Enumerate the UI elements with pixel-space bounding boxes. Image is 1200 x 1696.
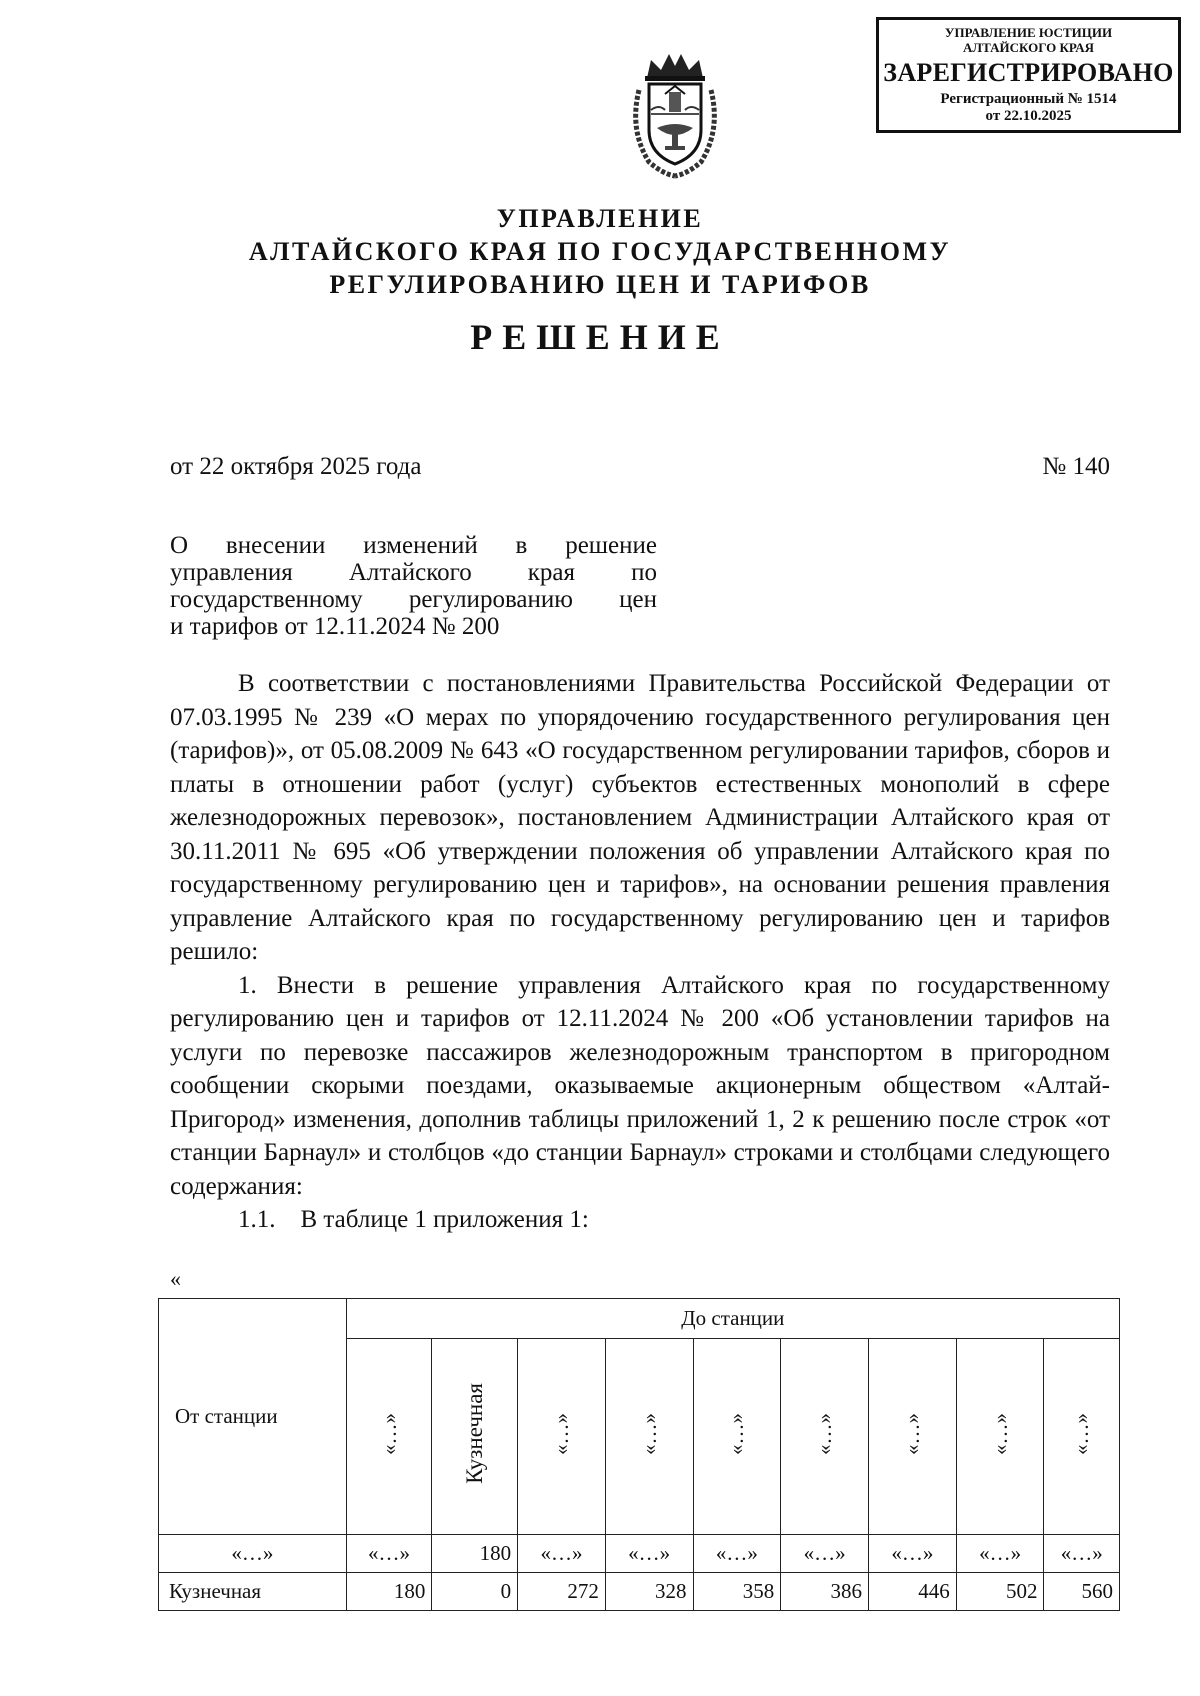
table-cell: 446 [869, 1573, 957, 1611]
table-cell: Кузнечная [159, 1573, 347, 1611]
column-header: «…» [693, 1339, 781, 1535]
registration-stamp [876, 17, 1181, 133]
column-header: «…» [518, 1339, 606, 1535]
to-station-header: До станции [346, 1299, 1119, 1339]
document-date: от 22 октября 2025 года [170, 453, 422, 480]
org-line-1: УПРАВЛЕНИЕ [496, 204, 704, 233]
stamp-reg-number: Регистрационный № 1514 [940, 90, 1117, 107]
subject-line: О внесении изменений в решение [170, 532, 657, 559]
org-line-3: РЕГУЛИРОВАНИЮ ЦЕН И ТАРИФОВ [329, 270, 871, 299]
table-cell: 386 [781, 1573, 869, 1611]
paragraph-preamble: В соответствии с постановлениями Правительства Российской Федерации от 07.03.1995 № 239 «О мерах по упорядочению государственного регулирования цен (тарифов)», от 05.08.2009 № 643 «О государственном регулировании тарифов, сборов и платы в отношении работ (услуг) субъектов естественных монополий в сфере железнодорожных перевозок», постановлением Администрации Алтайского края от 30.11.2011 № 695 «Об утверждении положения об управлении Алтайского края по государственному регулированию цен и тарифов», на основании решения правления управление Алтайского края по государственному регулированию цен и тарифов решило: [170, 670, 1110, 965]
column-header: «…» [869, 1339, 957, 1535]
paragraph-item-1-1: 1.1. В таблице 1 приложения 1: [238, 1206, 589, 1233]
table-cell: «…» [1044, 1535, 1120, 1573]
table-row [159, 1535, 1120, 1573]
subject-line: управления Алтайского края по [170, 559, 657, 586]
table-cell: 0 [432, 1573, 518, 1611]
document-subject [170, 532, 657, 640]
coat-of-arms-icon [625, 50, 725, 180]
column-header: «…» [1044, 1339, 1120, 1535]
table-cell: 502 [956, 1573, 1044, 1611]
subject-line: и тарифов от 12.11.2024 № 200 [170, 613, 500, 640]
open-quote-mark: « [170, 1266, 181, 1291]
table-cell: «…» [781, 1535, 869, 1573]
table-cell: «…» [605, 1535, 693, 1573]
stamp-status: ЗАРЕГИСТРИРОВАНО [883, 57, 1174, 87]
table-cell: «…» [346, 1535, 432, 1573]
document-number: № 140 [1042, 453, 1110, 480]
column-header: «…» [781, 1339, 869, 1535]
table-cell: 272 [518, 1573, 606, 1611]
document-body [170, 667, 1110, 1237]
org-line-2: АЛТАЙСКОГО КРАЯ ПО ГОСУДАРСТВЕННОМУ [248, 237, 952, 266]
column-header: Кузнечная [432, 1339, 518, 1535]
table-cell: 328 [605, 1573, 693, 1611]
table-cell: «…» [869, 1535, 957, 1573]
table-cell: 560 [1044, 1573, 1120, 1611]
table-cell: 180 [346, 1573, 432, 1611]
table-row [159, 1573, 1120, 1611]
table-cell: «…» [693, 1535, 781, 1573]
column-header: «…» [956, 1339, 1044, 1535]
stamp-line-2: АЛТАЙСКОГО КРАЯ [963, 39, 1094, 55]
document-type: РЕШЕНИЕ [470, 317, 730, 357]
table-cell: «…» [159, 1535, 347, 1573]
table-cell: 358 [693, 1573, 781, 1611]
table-cell: «…» [956, 1535, 1044, 1573]
subject-line: государственному регулированию цен [170, 586, 657, 613]
stamp-line-1: УПРАВЛЕНИЕ ЮСТИЦИИ [944, 25, 1113, 40]
table-cell: 180 [432, 1535, 518, 1573]
tariff-table [158, 1298, 1120, 1611]
from-station-header: От станции [159, 1299, 347, 1535]
column-header: «…» [605, 1339, 693, 1535]
stamp-reg-date: от 22.10.2025 [985, 108, 1072, 125]
paragraph-item-1: 1. Внести в решение управления Алтайского края по государственному регулированию цен и тарифов от 12.11.2024 № 200 «Об установлении тарифов на услуги по перевозке пассажиров железнодорожным транспортом в пригородном сообщении скорыми поездами, оказываемые акционерным обществом «Алтай-Пригород» изменения, дополнив таблицы приложений 1, 2 к решению после строк «от станции Барнаул» и столбцов «до станции Барнаул» строками и столбцами следующего содержания: [170, 971, 1110, 1200]
organization-name [200, 202, 1000, 301]
column-header: «…» [346, 1339, 432, 1535]
table-cell: «…» [518, 1535, 606, 1573]
